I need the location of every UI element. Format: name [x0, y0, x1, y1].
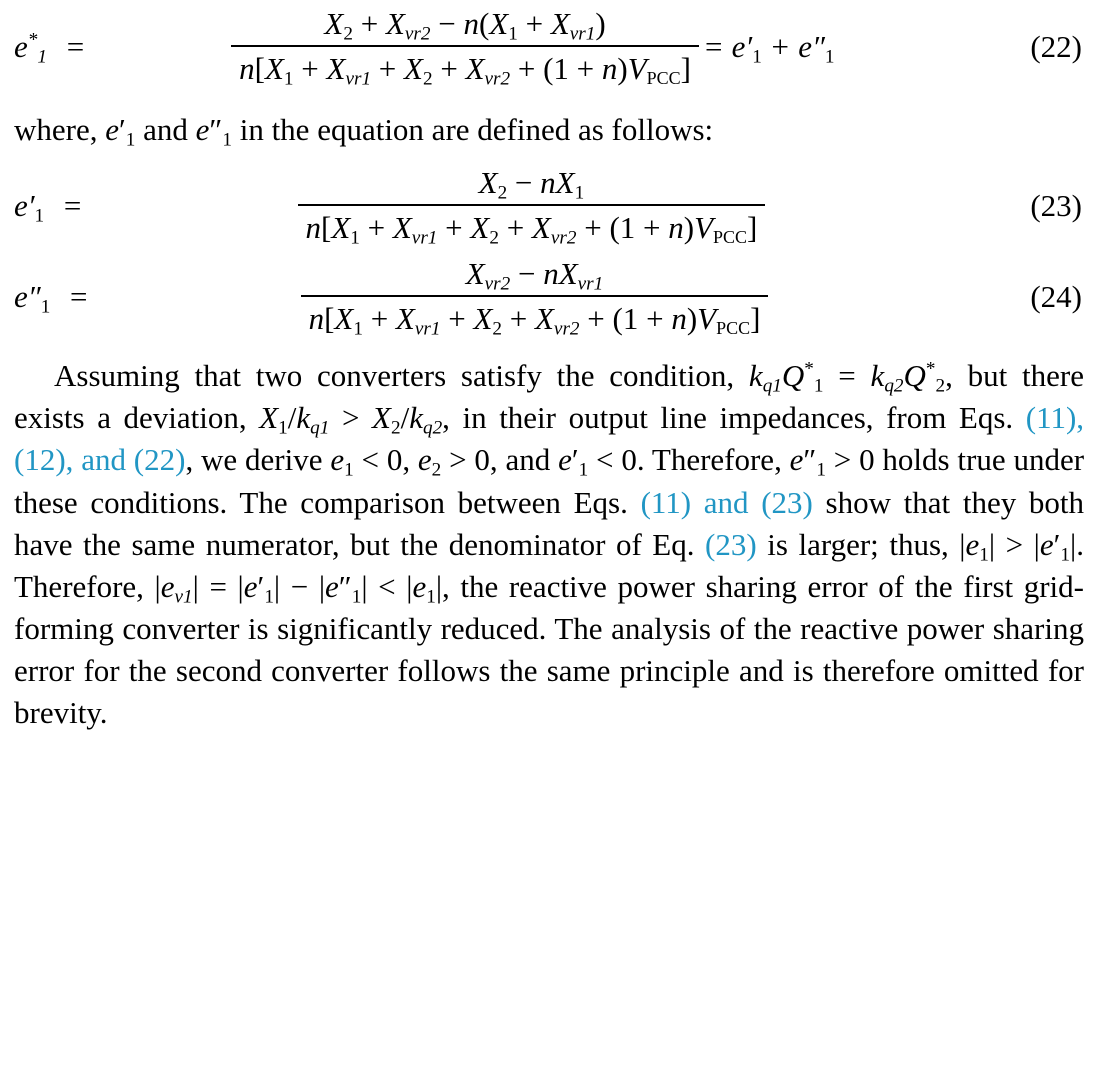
equation-23-number: (23)	[1030, 187, 1082, 223]
equation-22	[0, 6, 1094, 90]
equation-reference-3[interactable]: (23)	[705, 526, 757, 562]
equation-24-body	[99, 256, 970, 340]
equation-24-numerator: $X_{vr2} - nX_{vr1}$	[465, 256, 604, 295]
paragraph-sentence-5: show that they both have the same numerator, but the denominator of Eq.	[14, 484, 1085, 562]
equation-22-denominator: $n[X_1 + X_{vr1} + X_2 + X_{vr2} + (1 + n)V_{PCC}]$	[231, 45, 699, 87]
paragraph-sentence-4: , we derive $e_1 < 0$, $e_2 > 0$, and $e'_1 < 0$. Therefore, $e''_1 > 0$ holds true under these conditions. The comparison between Eqs.	[14, 442, 1085, 520]
condition-1: $k_{q1}Q^*_1 = k_{q2}Q^*_2$,	[748, 358, 953, 397]
paper-column	[0, 6, 1094, 1084]
where-prefix: where,	[14, 112, 106, 147]
equation-23-body	[93, 165, 970, 249]
equation-22-body	[96, 6, 970, 90]
equation-reference-1[interactable]: (11), (12), and (22)	[14, 400, 1085, 478]
equation-22-lhs: $e^*_1$ =	[14, 28, 86, 67]
paragraph-sentence-1: Assuming that two converters satisfy the condition,	[54, 358, 735, 394]
paragraph-sentence-3: in their output line impedances, from Eqs.	[462, 400, 1014, 436]
paragraph-sentence-2: but there exists a deviation,	[14, 358, 1085, 436]
body-paragraph	[0, 355, 1094, 734]
condition-2: $X_1/k_{q1} > X_2/k_{q2}$,	[259, 400, 450, 439]
where-line: where, $e'_1$ and $e''_1$ in the equation are defined as follows:	[14, 112, 714, 151]
equation-23	[0, 165, 1094, 249]
paragraph-sentence-6: is larger; thus, $|e_1| > |e'_1|$. Therefore, $|e_{v1}| = |e'_1| - |e''_1| < |e_1|$, the reactive power sharing error of the first grid-forming converter is significantly reduced. The analysis of the reactive power sharing error for the second converter follows the same principle and is therefore omitted for brevity.	[14, 526, 1084, 731]
equation-reference-2[interactable]: (11) and (23)	[640, 484, 813, 520]
where-suffix: in the equation are defined as follows:	[231, 112, 714, 147]
equation-22-number: (22)	[1030, 28, 1082, 64]
equation-22-fraction	[231, 6, 699, 90]
equation-23-numerator: $X_2 - nX_1$	[478, 165, 585, 204]
equation-22-numerator: $X_2 + X_{vr2} - n(X_1 + X_{vr1})$	[324, 6, 606, 45]
equation-24-lhs: $e''_1$ =	[14, 278, 89, 318]
equation-24	[0, 256, 1094, 340]
equation-24-denominator: $n[X_1 + X_{vr1} + X_2 + X_{vr2} + (1 + n)V_{PCC}]$	[301, 295, 769, 337]
equation-23-denominator: $n[X_1 + X_{vr1} + X_2 + X_{vr2} + (1 + n)V_{PCC}]$	[298, 204, 766, 246]
equation-23-fraction	[298, 165, 766, 249]
equation-24-fraction	[301, 256, 769, 340]
equation-22-tail: = $e'_1 + e''_1$	[702, 28, 835, 67]
where-mid: and	[135, 112, 196, 147]
equation-24-number: (24)	[1030, 278, 1082, 314]
equation-23-lhs: $e'_1$ =	[14, 187, 83, 227]
